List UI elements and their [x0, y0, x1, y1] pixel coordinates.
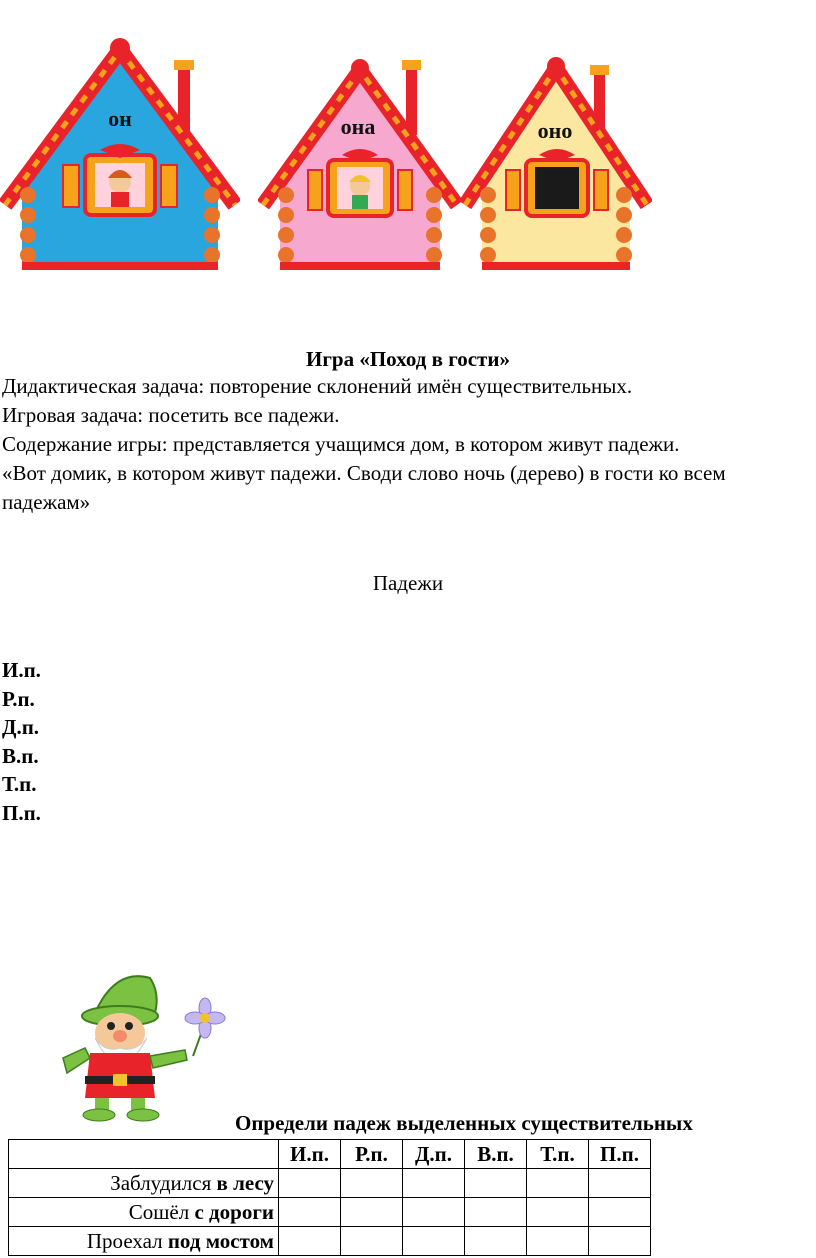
phrase-cell	[9, 1169, 279, 1198]
house-he-icon	[0, 30, 240, 275]
phrase-bold: с дороги	[194, 1199, 274, 1224]
case-instrumental: Т.п.	[2, 772, 37, 796]
didactic-task: Дидактическая задача: повторение склонений имён существительных.	[2, 374, 633, 398]
cases-heading: Падежи	[372, 571, 444, 595]
table-row	[9, 1227, 651, 1256]
table-header-blank	[9, 1140, 279, 1169]
house-label-it: оно	[537, 118, 573, 143]
column-header: Т.п.	[527, 1140, 589, 1169]
answer-cell[interactable]	[341, 1169, 403, 1198]
answer-cell[interactable]	[341, 1227, 403, 1256]
column-header: П.п.	[589, 1140, 651, 1169]
answer-cell[interactable]	[341, 1198, 403, 1227]
houses-illustration	[0, 30, 816, 280]
answer-cell[interactable]	[465, 1169, 527, 1198]
answer-cell[interactable]	[403, 1169, 465, 1198]
answer-cell[interactable]	[465, 1198, 527, 1227]
case-prepositional: П.п.	[2, 800, 41, 825]
answer-cell[interactable]	[465, 1227, 527, 1256]
answer-cell[interactable]	[589, 1169, 651, 1198]
phrase-cell	[9, 1198, 279, 1227]
task-title: Определи падеж выделенных существительных	[235, 1111, 693, 1135]
answer-cell[interactable]	[527, 1169, 589, 1198]
game-quote: «Вот домик, в котором живут падежи. Своди слово ночь (дерево) в гости ко всем падежам»	[2, 461, 726, 514]
case-accusative: В.п.	[2, 743, 39, 768]
phrase-bold: под мостом	[167, 1228, 274, 1253]
table-row	[9, 1198, 651, 1227]
house-it-icon	[460, 30, 652, 275]
case-nominative: И.п.	[2, 658, 41, 682]
answer-cell[interactable]	[589, 1198, 651, 1227]
phrase-cell	[9, 1227, 279, 1256]
column-header: Д.п.	[403, 1140, 465, 1169]
answer-cell[interactable]	[279, 1198, 341, 1227]
case-table	[8, 1139, 651, 1256]
column-header: И.п.	[279, 1140, 341, 1169]
case-dative: Д.п.	[2, 715, 40, 739]
column-header: Р.п.	[341, 1140, 403, 1169]
table-row	[9, 1169, 651, 1198]
table-header-row	[9, 1140, 651, 1169]
answer-cell[interactable]	[589, 1227, 651, 1256]
phrase-plain: Проехал	[86, 1228, 168, 1253]
game-content: Содержание игры: представляется учащимся дом, в котором живут падежи.	[2, 432, 680, 456]
answer-cell[interactable]	[527, 1198, 589, 1227]
answer-cell[interactable]	[403, 1227, 465, 1256]
phrase-bold: в лесу	[216, 1170, 274, 1195]
case-list	[2, 656, 41, 827]
phrase-plain: Сошёл	[128, 1199, 195, 1224]
case-genitive: Р.п.	[2, 686, 35, 711]
answer-cell[interactable]	[279, 1169, 341, 1198]
game-title: Игра «Поход в гости»	[306, 347, 510, 371]
house-label-she: она	[340, 114, 376, 139]
column-header: В.п.	[465, 1140, 527, 1169]
phrase-plain: Заблудился	[110, 1170, 217, 1195]
gnome-with-flower-icon	[55, 968, 235, 1123]
answer-cell[interactable]	[279, 1227, 341, 1256]
game-task: Игровая задача: посетить все падежи.	[2, 403, 340, 427]
house-label-he: он	[108, 106, 132, 131]
answer-cell[interactable]	[403, 1198, 465, 1227]
answer-cell[interactable]	[527, 1227, 589, 1256]
house-she-icon	[258, 30, 468, 275]
